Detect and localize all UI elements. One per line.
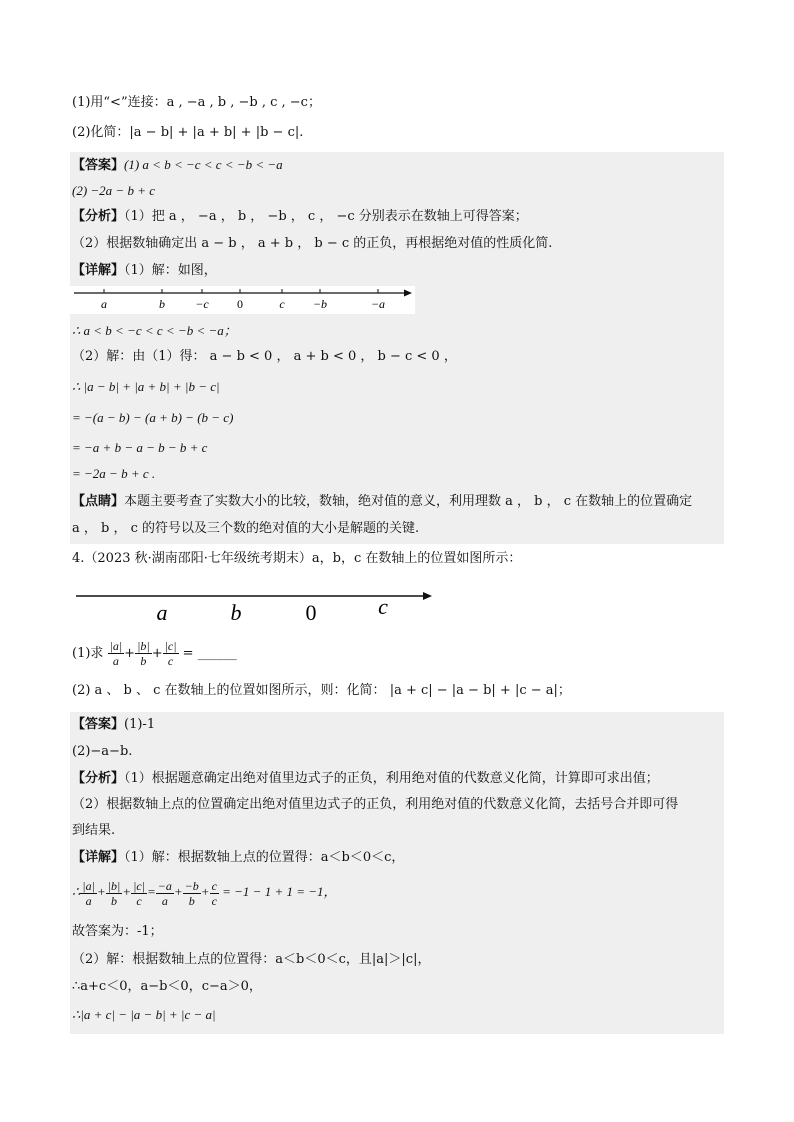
frac-den: b bbox=[140, 654, 147, 668]
frac-num: |b| bbox=[137, 639, 150, 653]
q4-answer-label: 【答案】 bbox=[72, 717, 125, 732]
q4-axis-label-c: c bbox=[378, 594, 388, 619]
q4-axis-arrow-icon bbox=[423, 592, 432, 600]
frac-den: a bbox=[112, 654, 119, 668]
frac-num: |a| bbox=[109, 639, 123, 653]
frac-den: b bbox=[188, 893, 195, 908]
q3-analysis-line bbox=[72, 208, 528, 226]
q4-detail1: （1）解：根据数轴上点的位置得：a＜b＜0＜c， bbox=[124, 850, 405, 865]
frac-num: c bbox=[211, 878, 217, 893]
fraction-6 bbox=[210, 879, 219, 908]
q3-step2-b: = −(a − b) − (a + b) − (b − c) bbox=[72, 410, 234, 425]
q4-title: 4.（2023 秋·湖南邵阳·七年级统考期末）a，b，c 在数轴上的位置如图所示： bbox=[72, 551, 522, 566]
q3-analysis2: （2）根据数轴确定出 a − b ， a + b ， b − c 的正负，再根据绝对值的性质化简. bbox=[72, 236, 553, 251]
q3-answer1: (1) a < b < −c < c < −b < −a bbox=[124, 157, 283, 172]
q3-part1: (1)用“<”连接：a , −a , b , −b , c , −c； bbox=[72, 95, 321, 110]
q4-detail3: 故答案为：-1； bbox=[72, 924, 163, 939]
frac-den: a bbox=[85, 893, 92, 908]
q3-detail-intro: （1）解：如图， bbox=[124, 263, 217, 278]
q4-detail-line bbox=[72, 849, 404, 867]
q3-number-line bbox=[70, 286, 420, 316]
q4-analysis3: 到结果. bbox=[72, 823, 116, 838]
fraction-4 bbox=[156, 879, 174, 908]
q4-axis-label-b: b bbox=[230, 600, 242, 625]
q3-comment2: a ， b ， c 的符号以及三个数的绝对值的大小是解题的关键. bbox=[72, 521, 420, 536]
q4-answer-line bbox=[72, 716, 155, 734]
q3-axis-label-b: b bbox=[159, 297, 165, 311]
q4-part1-suffix: = ______ bbox=[182, 646, 237, 661]
q3-axis-label-0: 0 bbox=[237, 297, 243, 311]
fraction-abs-a-over-a bbox=[108, 639, 125, 668]
frac-den: b bbox=[110, 893, 117, 908]
fraction-abs-b-over-b bbox=[135, 639, 152, 668]
q3-comment-label: 【点睛】 bbox=[72, 494, 125, 509]
q3-step2-c: = −a + b − a − b − b + c bbox=[72, 440, 208, 455]
q4-detail2-suffix: = −1 − 1 + 1 = −1， bbox=[222, 884, 337, 899]
q3-axis-label-neg-c: −c bbox=[195, 297, 209, 311]
q4-axis-label-a: a bbox=[156, 600, 168, 625]
q3-answer-label: 【答案】 bbox=[72, 158, 125, 173]
q3-axis-label-neg-a: −a bbox=[370, 297, 386, 311]
q4-part1: (1)求 $\frac{|a|}{a}$ + $\frac{|b|}{b}$ + $\frac{|c|}{c}$ = ______ bbox=[72, 639, 237, 668]
q3-comment1: 本题主要考查了实数大小的比较，数轴，绝对值的意义，利用理数 a ， b ， c 在数轴上的位置确定 bbox=[124, 494, 693, 509]
frac-num: |b| bbox=[107, 878, 121, 893]
q3-part2: (2)化简：|a − b| + |a + b| + |b − c|. bbox=[72, 125, 304, 140]
q3-step2-intro: （2）解：由（1）得： a − b < 0 ， a + b < 0 ， b − c < 0 ， bbox=[72, 349, 457, 364]
q3-step2-a: ∴ |a − b| + |a + b| + |b − c| bbox=[72, 379, 220, 394]
q4-analysis-label: 【分析】 bbox=[72, 771, 125, 786]
q4-detail6: ∴|a + c| − |a − b| + |c − a| bbox=[72, 1007, 216, 1022]
q3-analysis-label: 【分析】 bbox=[72, 209, 125, 224]
q3-axis-label-neg-b: −b bbox=[312, 297, 328, 311]
q4-detail5: ∴a+c＜0，a−b＜0，c−a＞0， bbox=[72, 979, 262, 994]
fraction-2 bbox=[106, 879, 123, 908]
q3-axis-label-c: c bbox=[279, 297, 285, 311]
q3-axis-label-a: a bbox=[101, 297, 107, 311]
q3-answer-line bbox=[72, 156, 283, 175]
q3-answer2: (2) −2a − b + c bbox=[72, 183, 155, 198]
q4-part1-prefix: (1)求 bbox=[72, 646, 104, 661]
q3-analysis1: （1）把 a ， −a ， b ， −b ， c ， −c 分别表示在数轴上可得答案； bbox=[124, 209, 528, 224]
frac-den: a bbox=[161, 893, 168, 908]
frac-num: |a| bbox=[82, 878, 95, 893]
q3-comment-line bbox=[72, 493, 692, 511]
fraction-3 bbox=[131, 879, 147, 908]
q4-detail2: ∴ $\frac{|a|}{a}$ + $\frac{|b|}{b}$ + $\frac{|c|}{c}$ = $\frac{-a}{a}$ + $\frac{-b}{b}$ + $\frac{c}{c}$ = −1 − 1 + 1 = −1， bbox=[72, 878, 337, 908]
q4-detail4: （2）解：根据数轴上点的位置得：a＜b＜0＜c，且|a|＞|c|， bbox=[72, 952, 431, 967]
q4-detail-label: 【详解】 bbox=[72, 850, 125, 865]
frac-den: c bbox=[167, 654, 174, 668]
q4-number-line bbox=[70, 582, 440, 626]
frac-num: |c| bbox=[133, 878, 145, 893]
frac-num: −b bbox=[184, 878, 199, 893]
q4-answer1: (1)-1 bbox=[124, 717, 156, 732]
frac-den: c bbox=[211, 893, 217, 908]
frac-den: c bbox=[136, 893, 142, 908]
q3-detail-label: 【详解】 bbox=[72, 263, 125, 278]
frac-num: −a bbox=[157, 878, 172, 893]
q4-part2: (2) a 、 b 、 c 在数轴上的位置如图所示，则：化简： |a + c| − |a − b| + |c − a|； bbox=[72, 683, 571, 698]
q4-analysis2: （2）根据数轴上点的位置确定出绝对值里边式子的正负，利用绝对值的代数意义化简，去括号合并即可得 bbox=[72, 797, 679, 812]
fraction-abs-c-over-c bbox=[163, 639, 179, 668]
q3-detail-line bbox=[72, 262, 217, 280]
q3-result1: ∴ a < b < −c < c < −b < −a； bbox=[72, 323, 237, 338]
fraction-5 bbox=[183, 879, 201, 908]
q4-analysis-line bbox=[72, 770, 659, 788]
q4-answer2: (2)−a−b. bbox=[72, 744, 133, 759]
q4-axis-label-0: 0 bbox=[305, 600, 317, 625]
q4-analysis1: （1）根据题意确定出绝对值里边式子的正负，利用绝对值的代数意义化简，计算即可求出值； bbox=[124, 771, 659, 786]
frac-num: |c| bbox=[164, 639, 177, 653]
fraction-1 bbox=[80, 879, 97, 908]
q3-step2-d: = −2a − b + c . bbox=[72, 466, 156, 481]
